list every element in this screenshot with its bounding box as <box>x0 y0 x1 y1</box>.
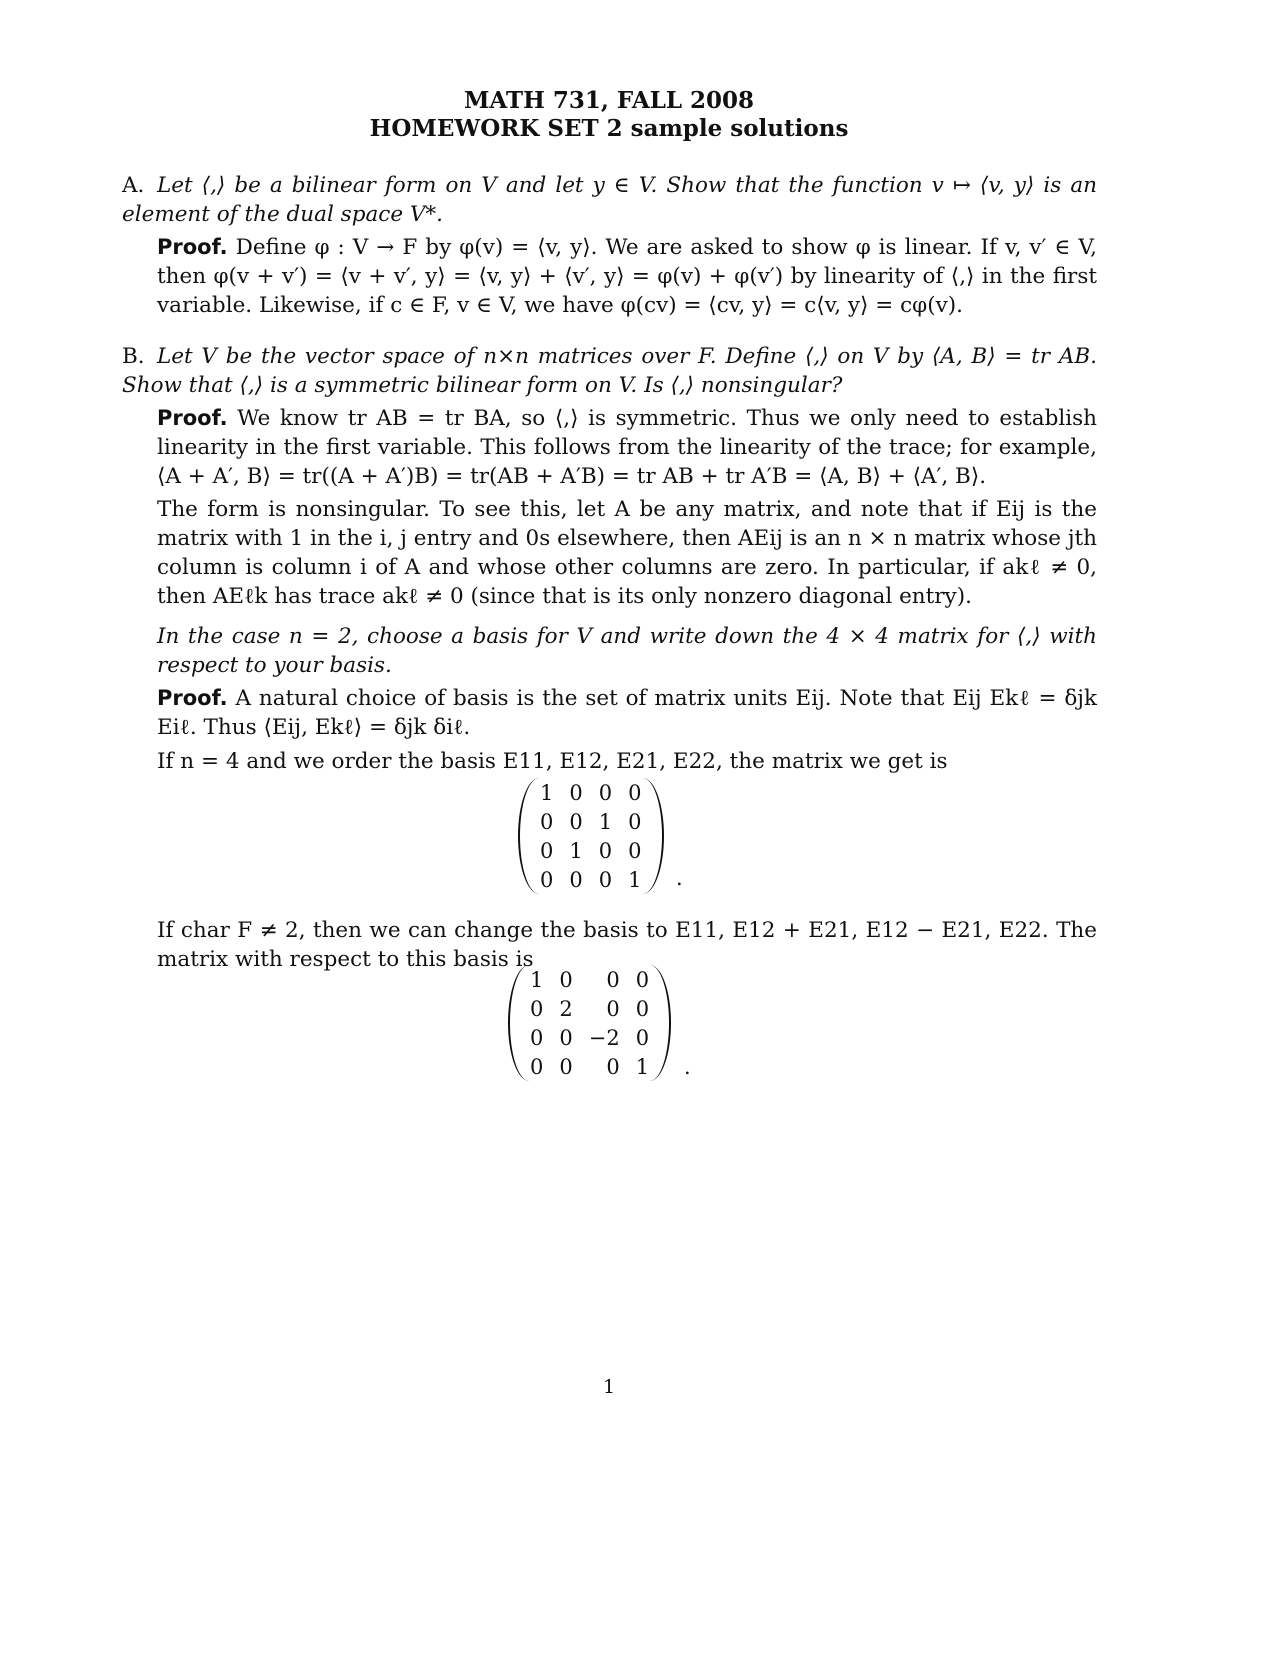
matrix-entry: 0 <box>598 867 613 892</box>
document-title-line1: MATH 731, FALL 2008 <box>463 87 755 114</box>
period: . <box>676 866 683 890</box>
matrix-entry: 1 <box>635 1054 650 1079</box>
matrix-entry: 1 <box>628 867 642 892</box>
problem-b-label: B. <box>122 344 145 369</box>
proof-label: Proof. <box>157 686 228 710</box>
matrix-table <box>532 778 650 894</box>
matrix-row <box>532 807 650 836</box>
matrix-entry: 0 <box>540 867 554 892</box>
matrix-entry: 0 <box>628 780 642 805</box>
matrix-entry: 0 <box>540 809 554 834</box>
matrix-entry: 0 <box>569 867 583 892</box>
matrix-entry: 1 <box>530 967 544 992</box>
matrix-row <box>522 1023 657 1052</box>
matrix-row <box>522 994 657 1023</box>
problem-b-statement <box>122 342 1097 400</box>
matrix-entry: 0 <box>598 838 613 863</box>
matrix-entry: 0 <box>559 1025 573 1050</box>
proof-label: Proof. <box>157 235 228 259</box>
period: . <box>684 1055 691 1079</box>
matrix-entry: 0 <box>598 780 613 805</box>
matrix-entry: 0 <box>635 967 650 992</box>
matrix-entry: 0 <box>559 1054 573 1079</box>
problem-a-proof <box>157 233 1097 320</box>
matrix-row <box>522 1052 657 1081</box>
problem-b-text: Let V be the vector space of n×n matrices over F. Define ⟨,⟩ on V by ⟨A, B⟩ = tr AB. Show that ⟨,⟩ is a symmetric bilinear form on V. Is ⟨,⟩ nonsingular? <box>122 344 1097 398</box>
matrix-row <box>522 965 657 994</box>
matrix-entry: 0 <box>569 809 583 834</box>
problem-b-proof <box>157 404 1097 491</box>
matrix-entry: 0 <box>606 1054 620 1079</box>
matrix-entry: 0 <box>628 838 642 863</box>
matrix-entry: 2 <box>559 996 573 1021</box>
matrix-changed-basis <box>508 965 671 1081</box>
nonsingular-paragraph: The form is nonsingular. To see this, let A be any matrix, and note that if Eij is the matrix with 1 in the i, j entry and 0s elsewhere, then AEij is an n × n matrix whose jth column is column i of A and whose other columns are zero. In particular, if akℓ ≠ 0, then AEℓk has trace akℓ ≠ 0 (since that is its only nonzero diagonal entry). <box>157 497 1097 609</box>
proof-label: Proof. <box>157 406 228 430</box>
matrix-entry: 0 <box>628 809 642 834</box>
matrix-standard-basis <box>518 778 664 894</box>
matrix-entry: 0 <box>606 967 620 992</box>
matrix-table <box>522 965 657 1081</box>
matrix-entry: 1 <box>540 780 554 805</box>
matrix-entry: −2 <box>588 1025 620 1050</box>
matrix-entry: 0 <box>559 967 573 992</box>
matrix-entry: 0 <box>569 780 583 805</box>
matrix-entry: 0 <box>606 996 620 1021</box>
basis-order-text: If n = 4 and we order the basis E11, E12, E21, E22, the matrix we get is <box>157 749 948 774</box>
document-title-line2: HOMEWORK SET 2 sample solutions <box>369 115 849 142</box>
problem-a-label: A. <box>122 173 145 198</box>
matrix-entry: 0 <box>540 838 554 863</box>
matrix-entry: 0 <box>530 996 544 1021</box>
case-proof <box>157 684 1097 742</box>
matrix-entry: 1 <box>569 838 583 863</box>
matrix-entry: 0 <box>530 1025 544 1050</box>
char-text: If char F ≠ 2, then we can change the basis to E11, E12 + E21, E12 − E21, E22. The matrix with respect to this basis is <box>157 918 1097 972</box>
matrix-entry: 1 <box>598 809 613 834</box>
case-proof-text: A natural choice of basis is the set of matrix units Eij. Note that Eij Ekℓ = δjk Eiℓ. Thus ⟨Eij, Ekℓ⟩ = δjk δiℓ. <box>157 686 1097 740</box>
matrix-entry: 0 <box>530 1054 544 1079</box>
matrix-entry: 0 <box>635 996 650 1021</box>
problem-a-statement <box>122 171 1097 229</box>
page-number: 1 <box>602 1376 616 1398</box>
problem-a-proof-text: Define φ : V → F by φ(v) = ⟨v, y⟩. We are asked to show φ is linear. If v, v′ ∈ V, then φ(v + v′) = ⟨v + v′, y⟩ = ⟨v, y⟩ + ⟨v′, y⟩ = φ(v) + φ(v′) by linearity of ⟨,⟩ in the first variable. Likewise, if c ∈ F, v ∈ V, we have φ(cv) = ⟨cv, y⟩ = c⟨v, y⟩ = cφ(v). <box>157 235 1097 318</box>
matrix-row <box>532 865 650 894</box>
matrix-entry: 0 <box>635 1025 650 1050</box>
problem-b-proof-text: We know tr AB = tr BA, so ⟨,⟩ is symmetric. Thus we only need to establish linearity in the first variable. This follows from the linearity of the trace; for example, ⟨A + A′, B⟩ = tr((A + A′)B) = tr(AB + A′B) = tr AB + tr A′B = ⟨A, B⟩ + ⟨A′, B⟩. <box>157 406 1097 489</box>
case-statement: In the case n = 2, choose a basis for V and write down the 4 × 4 matrix for ⟨,⟩ with respect to your basis. <box>157 624 1097 678</box>
problem-a-text: Let ⟨,⟩ be a bilinear form on V and let y ∈ V. Show that the function v ↦ ⟨v, y⟩ is an element of the dual space V*. <box>122 173 1097 227</box>
matrix-row <box>532 778 650 807</box>
matrix-row <box>532 836 650 865</box>
